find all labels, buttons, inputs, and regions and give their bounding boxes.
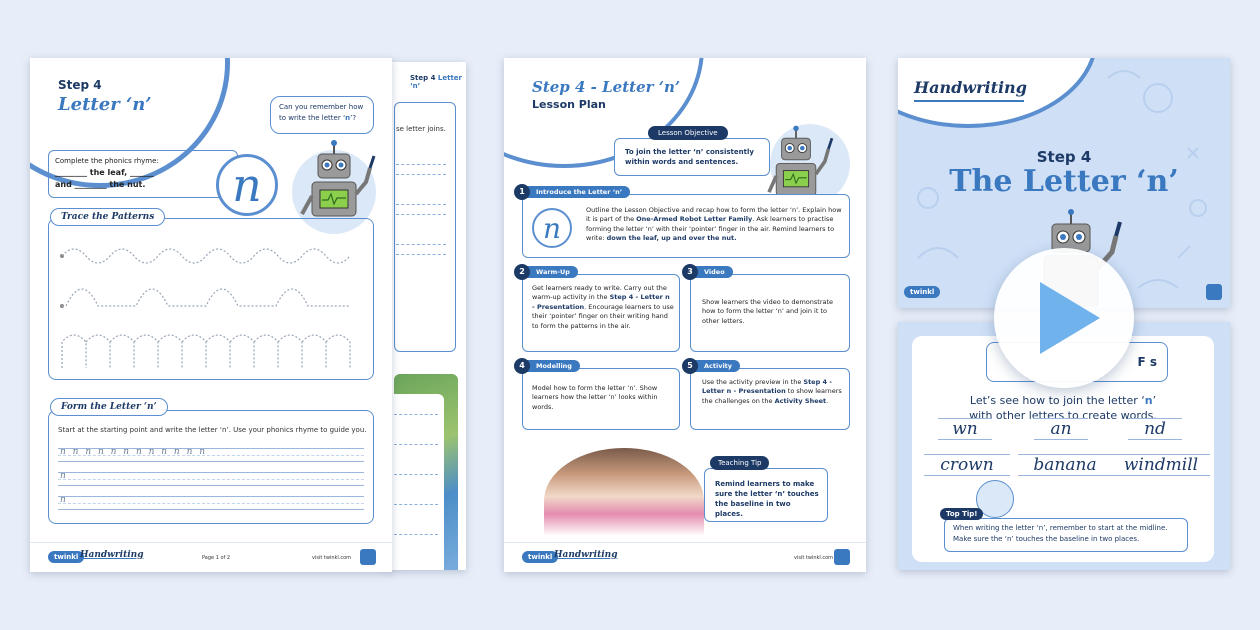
teaching-tip-box: Remind learners to make sure the letter ‘n’ touches the baseline in two places. — [704, 468, 828, 522]
twinkl-logo: twinkl — [904, 286, 940, 298]
writing-line[interactable] — [58, 472, 364, 486]
letter-n-circle: n — [216, 154, 278, 216]
play-video-button[interactable] — [994, 248, 1134, 388]
writing-line[interactable] — [58, 496, 364, 510]
lesson-plan-page — [504, 58, 866, 572]
slide-card-title: F s — [986, 342, 1168, 382]
writing-line — [396, 254, 446, 255]
step-number: 2 — [514, 264, 530, 280]
rhyme-line: ________ the leaf, ______ — [55, 167, 154, 177]
lesson-plan-subtitle: Lesson Plan — [532, 98, 606, 111]
twinkl-logo: twinkl — [48, 551, 84, 563]
speech-bubble: Can you remember how to write the letter ‘n’? — [270, 96, 374, 134]
step-number: 5 — [682, 358, 698, 374]
top-tip-label: Top Tip! — [940, 508, 983, 520]
warmup-label: Warm-Up — [526, 266, 578, 278]
worksheet-page-2 — [388, 62, 466, 570]
objective-box: To join the letter ‘n’ consistently within words and sentences. — [614, 138, 770, 176]
writing-line — [394, 504, 438, 505]
top-tip-line: Make sure the ‘n’ touches the baseline in two places. — [953, 534, 1140, 543]
letter-n-circle: n — [532, 208, 572, 248]
join-word: windmill — [1112, 454, 1210, 476]
back-header: Step 4 Letter ‘n’ — [410, 74, 463, 90]
handwriting-logo: Handwriting — [914, 78, 1027, 97]
worksheet-footer — [30, 542, 392, 572]
join-word: banana — [1018, 454, 1112, 476]
activity-label: Activity — [694, 360, 740, 372]
rhyme-line: and ________ the nut. — [55, 180, 146, 190]
logo-underline — [914, 100, 1024, 102]
writing-line — [396, 244, 446, 245]
badge-icon — [360, 549, 376, 565]
video-text: Show learners the video to demonstrate how to form the letter ‘n’ and join it to other letters. — [702, 298, 834, 325]
letter-start: n — [60, 495, 68, 505]
letter-start: n — [60, 471, 68, 481]
teaching-tip-label: Teaching Tip — [710, 456, 769, 470]
worksheet-step: Step 4 — [58, 78, 102, 92]
writing-line — [394, 414, 438, 415]
classroom-photo — [544, 448, 704, 536]
writing-line — [396, 174, 446, 175]
bridge-pattern[interactable] — [60, 328, 360, 372]
twinkl-logo: twinkl — [522, 551, 558, 563]
badge-icon — [1206, 284, 1222, 300]
wave-pattern[interactable] — [60, 244, 360, 268]
top-tip-box — [944, 518, 1188, 552]
introduce-label: Introduce the Letter ‘n’ — [526, 186, 630, 198]
lesson-plan-footer — [504, 542, 866, 572]
writing-line — [396, 214, 446, 215]
page-number: Page 1 of 2 — [202, 555, 231, 561]
badge-icon — [834, 549, 850, 565]
warmup-text: Get learners ready to write. Carry out the warm-up activity in the Step 4 - Letter n - Presentation. Encourage learners to use their ‘pointer’ finger on their writing hand to form the patterns in the air. — [532, 284, 674, 330]
join-word: crown — [924, 454, 1010, 476]
join-word: an — [1034, 418, 1088, 440]
arch-pattern[interactable] — [60, 276, 360, 312]
back-box — [394, 102, 456, 352]
worksheet-title: Letter ‘n’ — [58, 94, 152, 115]
step-number: 1 — [514, 184, 530, 200]
activity-text: Use the activity preview in the Step 4 - Letter n - Presentation to show learners the challenges on the Activity Sheet. — [702, 378, 842, 405]
play-icon — [1036, 280, 1102, 356]
rhyme-intro: Complete the phonics rhyme: — [55, 157, 159, 165]
lesson-plan-title: Step 4 - Letter ‘n’ — [532, 78, 681, 96]
step-number: 4 — [514, 358, 530, 374]
modelling-label: Modelling — [526, 360, 580, 372]
writing-line — [394, 444, 438, 445]
writing-line — [396, 164, 446, 165]
slide-intro-text: Let’s see how to join the letter ‘n’ with other letters to create words. — [969, 394, 1157, 422]
footer-url[interactable]: visit twinkl.com — [794, 555, 834, 561]
modelling-text: Model how to form the letter ‘n’. Show learners how the letter ‘n’ looks within words. — [532, 384, 658, 411]
letter-sequence: n n n n n n n n n n n n — [60, 447, 208, 457]
presentation-title: The Letter ‘n’ — [949, 164, 1179, 199]
introduce-text: Outline the Lesson Objective and recap how to form the letter ‘n’. Explain how it is part of the One-Armed Robot Letter Family. Ask learners to practise forming the letter ‘n’ with their ‘pointer’ finger in the air. Remind learners to write: down the leaf, up and over the nut. — [586, 206, 842, 243]
phonics-rhyme-box — [48, 150, 238, 198]
writing-line — [394, 534, 438, 535]
form-letter-title: Form the Letter ‘n’ — [50, 398, 168, 416]
video-label: Video — [694, 266, 733, 278]
handwriting-logo: Handwriting — [554, 550, 618, 560]
step-number: 3 — [682, 264, 698, 280]
writing-line — [396, 204, 446, 205]
footer-url[interactable]: visit twinkl.com — [312, 555, 352, 561]
writing-line — [394, 474, 438, 475]
join-word: wn — [938, 418, 992, 440]
top-tip-line: When writing the letter ‘n’, remember to start at the midline. — [953, 524, 1168, 532]
join-word: nd — [1128, 418, 1182, 440]
form-instruction: Start at the starting point and write the letter ‘n’. Use your phonics rhyme to guide you. — [58, 426, 367, 434]
worksheet-page-1 — [30, 58, 392, 572]
objective-label: Lesson Objective — [648, 126, 728, 140]
back-text: se letter joins. — [396, 125, 446, 133]
presentation-step: Step 4 — [1036, 148, 1092, 166]
trace-patterns-title: Trace the Patterns — [50, 208, 165, 226]
back-card — [388, 394, 444, 570]
handwriting-logo: Handwriting — [80, 550, 144, 560]
